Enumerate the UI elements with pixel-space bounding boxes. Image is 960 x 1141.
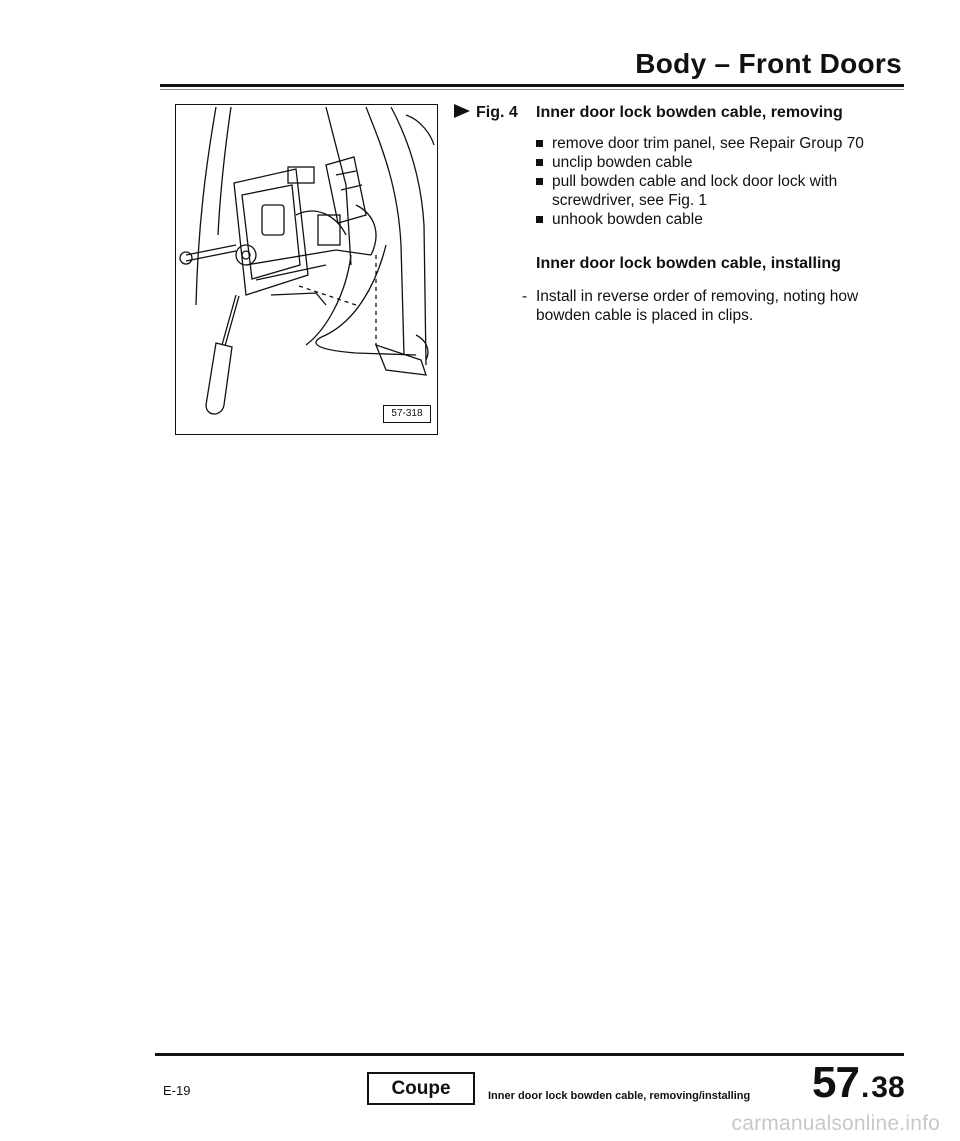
footer-rule: [155, 1053, 904, 1056]
page-number-major: 57: [812, 1058, 859, 1107]
page-number: [812, 1058, 905, 1108]
install-instruction: [522, 287, 902, 325]
page-number-dot: .: [860, 1071, 870, 1104]
dash-marker: -: [522, 288, 528, 305]
list-item: [536, 134, 902, 153]
header-rule-thin: [160, 89, 904, 90]
door-lock-drawing: [176, 105, 438, 435]
step-text: unhook bowden cable: [552, 211, 703, 228]
list-item: [536, 210, 902, 229]
page-title: Body – Front Doors: [635, 48, 902, 79]
step-text: unclip bowden cable: [552, 154, 693, 171]
page-code: E-19: [163, 1083, 191, 1098]
removal-title: Inner door lock bowden cable, removing: [536, 104, 843, 121]
bullet-icon: [536, 159, 543, 166]
header-rule: [160, 84, 904, 87]
footer-caption: Inner door lock bowden cable, removing/installing: [488, 1090, 751, 1102]
watermark: carmanualsonline.info: [731, 1112, 940, 1135]
step-text: pull bowden cable and lock door lock with screwdriver, see Fig. 1: [552, 173, 838, 209]
removal-steps: [536, 134, 902, 229]
step-text: remove door trim panel, see Repair Group 70: [552, 135, 864, 152]
list-item: [536, 172, 902, 210]
model-badge: Coupe: [367, 1072, 475, 1105]
page-number-minor: 38: [871, 1071, 905, 1104]
bullet-icon: [536, 178, 543, 185]
figure-label: Fig. 4: [476, 104, 518, 121]
bullet-icon: [536, 216, 543, 223]
install-heading: Inner door lock bowden cable, installing: [536, 255, 841, 272]
list-item: [536, 153, 902, 172]
bullet-icon: [536, 140, 543, 147]
arrow-right-icon: [452, 102, 472, 125]
install-text: Install in reverse order of removing, noting how bowden cable is placed in clips.: [536, 288, 859, 324]
figure-reference: 57-318: [383, 405, 431, 423]
figure-illustration: [175, 104, 438, 435]
figure-heading: [452, 100, 902, 128]
procedure-section: [452, 100, 902, 325]
